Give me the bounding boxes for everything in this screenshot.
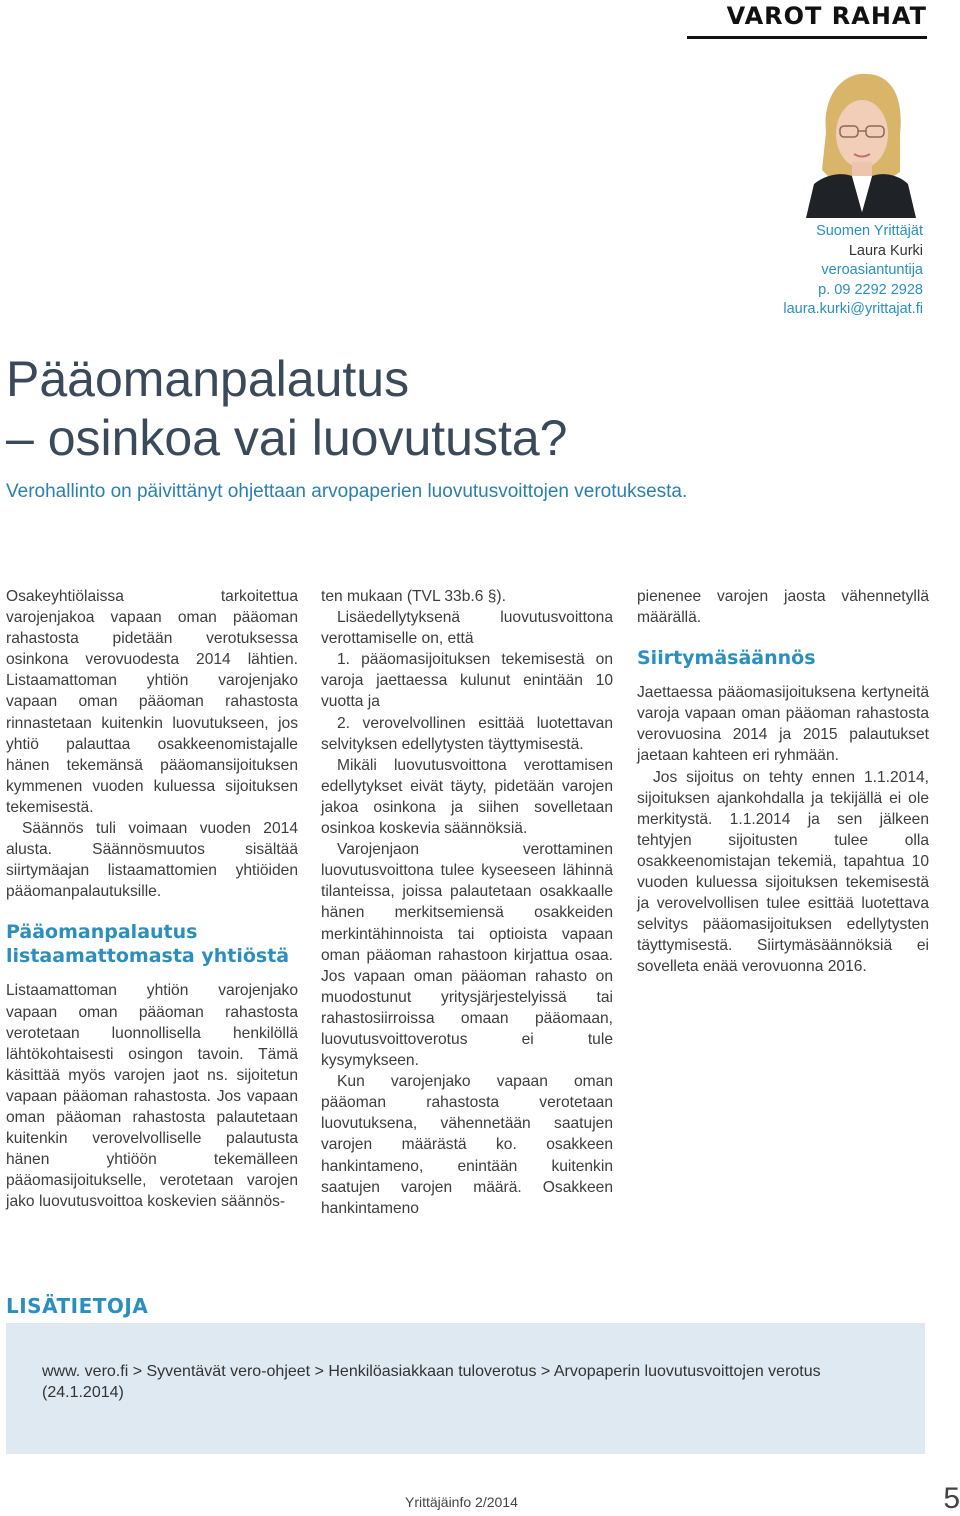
title-line-1: Pääomanpalautus <box>6 351 410 407</box>
author-info <box>703 222 923 320</box>
article-column-2 <box>321 586 613 1219</box>
article-column-1 <box>6 586 298 1212</box>
author-photo <box>796 62 924 218</box>
paragraph: Listaamattoman yhtiön varojenjako vapaan oman pääoman rahastosta verotetaan luonnollisella henkilöllä lähtökohtaisesti osingon tavoin. Tämä käsittää myös varojen jaot ns. sijoitetun vapaan pääoman rahastosta. Jos vapaan oman pääoman rahastosta palautetaan kuitenkin verovelvolliselle palautusta hänen yhtiöön tekemälleen pääomasijoitukselle, verotetaan varojen jako luovutusvoittoa koskevien säännös- <box>6 982 298 1211</box>
section-heading: Pääomanpalautus listaamattomasta yhtiöstä <box>6 921 290 968</box>
list-item: 1. pääomasijoituksen tekemisestä on varoja jaettaessa kulunut enintään 10 vuotta ja <box>321 651 613 711</box>
more-info-box <box>6 1323 925 1454</box>
paragraph: pienenee varojen jaosta vähennetyllä määrällä. <box>637 588 929 627</box>
title-line-2: – osinkoa vai luovutusta? <box>6 410 568 466</box>
publication-name: Yrittäjäinfo 2/2014 <box>405 1494 518 1510</box>
paragraph: Säännös tuli voimaan vuoden 2014 alusta. Säännösmuutos sisältää siirtymäajan listaamattomien yhtiöiden pääomanpalautuksille. <box>6 820 298 901</box>
portrait-image <box>796 62 924 218</box>
paragraph: Jos sijoitus on tehty ennen 1.1.2014, sijoituksen ajankohdalla ja tekijällä ei ole merkitystä. 1.1.2014 ja sen jälkeen tehtyjen sijoitusten tulee olla osakkeenomistajan tekemiä, tapahtua 10 vuoden kuluessa sijoituksen tekemisestä ja verovelvollisen tulee esittää luotettava selvitys pääomasijoituksen edellytysten täyttymisestä. Siirtymäsäännöksiä ei sovelleta enää verovuonna 2016. <box>637 768 929 976</box>
article-subtitle: Verohallinto on päivittänyt ohjettaan arvopaperien luovutusvoittojen verotuksesta. <box>6 481 688 502</box>
article-title <box>6 350 766 468</box>
paragraph: Mikäli luovutusvoittona verottamisen edellytykset eivät täyty, pidetään varojen jakoa osinkona ja siihen sovelletaan osinkoa koskevia säännöksiä. <box>321 756 613 838</box>
paragraph: Varojenjaon verottaminen luovutusvoittona tulee kyseeseen lähinnä tilanteissa, joissa palautetaan osakkaalle hänen merkitsemiensä osakkeiden merkintähinnoista tai optioista vapaan oman pääoman rahastoon kirjattua osaa. Jos vapaan oman pääoman rahasto on muodostunut yritysjärjestelyissä tai rahastosiirroissa omaan pääomaan, luovutusvoittoverotus ei tule kysymykseen. <box>321 841 613 1070</box>
paragraph: Lisäedellytyksenä luovutusvoittona verottamiselle on, että <box>321 609 613 648</box>
author-email-link[interactable]: laura.kurki@yrittajat.fi <box>783 301 923 317</box>
section-heading: Siirtymäsäännös <box>637 647 816 670</box>
author-role: veroasiantuntija <box>821 262 923 278</box>
paragraph: Osakeyhtiölaissa tarkoitettua varojenjakoa vapaan oman pääoman rahastosta pidetään verotuksessa osinkona verovuodesta 2014 lähtien. Listaamattoman yhtiön varojenjako vapaan oman pääoman rahastosta rinnastetaan kuitenkin luovutukseen, jos yhtiö palauttaa osakkeenomistajalle hänen tekemänsä pääomansijoituksen kymmenen vuoden kuluessa sijoituksen tekemisestä. <box>6 588 298 816</box>
author-phone: p. 09 2292 2928 <box>818 281 923 298</box>
more-info-heading: LISÄTIETOJA <box>6 1294 149 1318</box>
author-name: Laura Kurki <box>848 242 923 259</box>
paragraph: ten mukaan (TVL 33b.6 §). <box>321 588 506 605</box>
list-item: 2. verovelvollinen esittää luotettavan selvityksen edellytysten täyttymisestä. <box>321 714 613 753</box>
paragraph: Kun varojenjako vapaan oman pääoman rahastosta verotetaan luovutuksena, vähennetään saatujen varojen määrästä ko. osakkeen hankintameno, enintään kuitenkin saatujen varojen määrä. Osakkeen hankintameno <box>321 1073 613 1217</box>
author-organization: Suomen Yrittäjät <box>816 223 923 239</box>
article-column-3 <box>637 586 929 978</box>
section-label: VAROT RAHAT <box>687 0 927 39</box>
page-number: 5 <box>943 1482 960 1515</box>
more-info-link[interactable]: www. vero.fi > Syventävät vero-ohjeet > Henkilöasiakkaan tuloverotus > Arvopaperin luovutusvoittojen verotus (24.1.2014) <box>42 1363 821 1401</box>
paragraph: Jaettaessa pääomasijoituksena kertyneitä varoja vapaan oman pääoman rahastosta verovuosina 2014 ja 2015 palautukset jaetaan kahteen eri ryhmään. <box>637 684 929 765</box>
